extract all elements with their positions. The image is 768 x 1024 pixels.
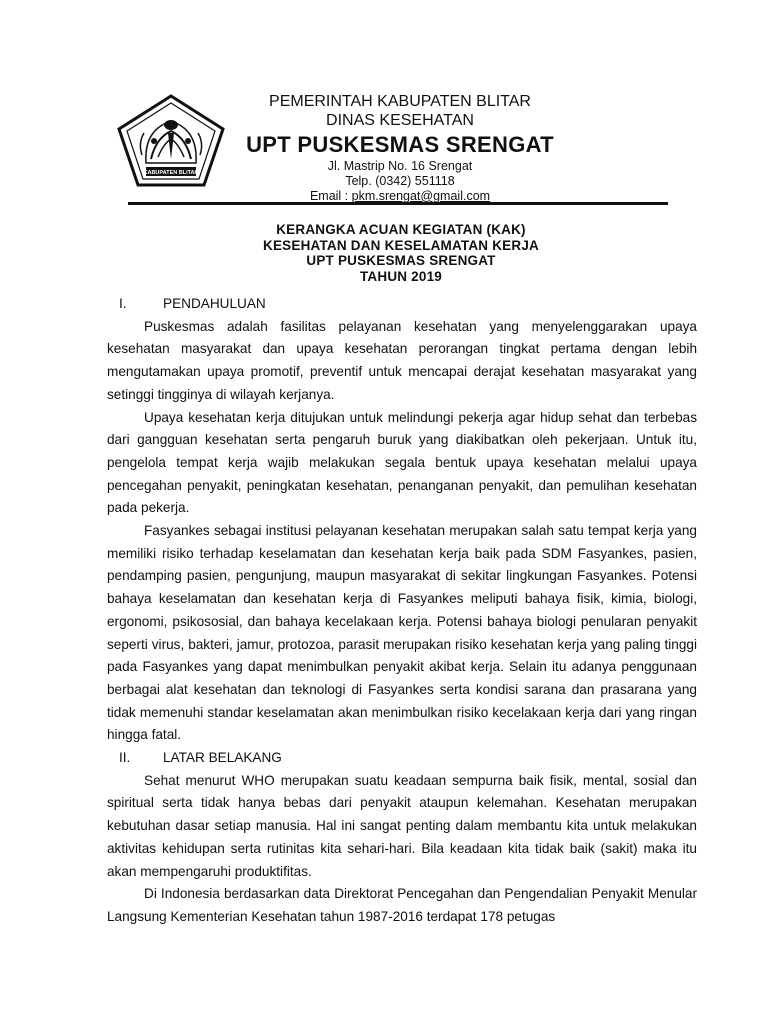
section-title: PENDAHULUAN	[163, 296, 266, 311]
paragraph: Puskesmas adalah fasilitas pelayanan kesehatan yang menyelenggarakan upaya kesehatan masyarakat dan upaya kesehatan perorangan tingkat pertama dengan lebih mengutamakan upaya promotif, preventif untuk mencapai derajat kesehatan masyarakat yang setinggi tingginya di wilayah kerjanya.	[107, 318, 697, 402]
puskesmas-name: UPT PUSKESMAS SRENGAT	[246, 132, 554, 158]
section-heading-pendahuluan	[107, 293, 697, 316]
section-heading-latar-belakang	[107, 747, 697, 770]
section-number: I.	[119, 296, 127, 311]
phone: Telp. (0342) 551118	[345, 173, 455, 188]
letterhead	[0, 0, 768, 210]
paragraph: Fasyankes sebagai institusi pelayanan kesehatan merupakan salah satu tempat kerja yang memiliki risiko terhadap keselamatan dan kesehatan kerja baik pada SDM Fasyankes, pasien, pendamping pasien, pengunjung, maupun masyarakat di sekitar lingkungan Fasyankes. Potensi bahaya keselamatan dan kesehatan kerja di Fasyankes meliputi bahaya fisik, kimia, biologi, ergonomi, psikososial, dan bahaya kecelakaan kerja. Potensi bahaya biologi penularan penyakit seperti virus, bakteri, jamur, protozoa, parasit merupakan risiko kesehatan kerja yang paling tinggi pada Fasyankes yang dapat menimbulkan penyakit akibat kerja. Selain itu adanya penggunaan berbagai alat kesehatan dan teknologi di Fasyankes serta kondisi sarana dan prasarana yang tidak memenuhi standar keselamatan akan menimbulkan risiko kecelakaan kerja dari yang ringan hingga fatal.	[107, 523, 697, 743]
section-number: II.	[119, 750, 131, 766]
address: Jl. Mastrip No. 16 Srengat	[327, 158, 473, 173]
paragraph: Di Indonesia berdasarkan data Direktorat Pencegahan dan Pengendalian Penyakit Menular Langsung Kementerian Kesehatan tahun 1987-2016 terdapat 178 petugas	[107, 886, 697, 924]
title-line-3: UPT PUSKESMAS SRENGAT	[306, 253, 496, 268]
document-body	[107, 293, 697, 929]
paragraph: Sehat menurut WHO merupakan suatu keadaan sempurna baik fisik, mental, sosial dan spiritual serta tidak hanya bebas dari penyakit ataupun kelemahan. Kesehatan merupakan kebutuhan dasar setiap manusia. Hal ini sangat penting dalam membantu kita untuk melakukan aktivitas kehidupan serta rutinitas kita sehari-hari. Bila keadaan kita tidak baik (sakit) maka itu akan mempengaruhi produktifitas.	[107, 772, 697, 879]
government-name: PEMERINTAH KABUPATEN BLITAR	[269, 93, 531, 110]
title-line-4: TAHUN 2019	[359, 268, 443, 284]
email-label: Email :	[309, 188, 349, 203]
title-line-1: KERANGKA ACUAN KEGIATAN (KAK)	[276, 222, 526, 237]
section-title: LATAR BELAKANG	[163, 750, 282, 766]
svg-text:KABUPATEN BLITAR: KABUPATEN BLITAR	[143, 170, 199, 176]
department-name: DINAS KESEHATAN	[326, 112, 474, 130]
organization-block	[230, 92, 570, 204]
title-line-2: KESEHATAN DAN KESELAMATAN KERJA	[263, 237, 539, 253]
kabupaten-blitar-logo	[116, 93, 226, 188]
seal-emblem-icon	[116, 93, 226, 188]
document-title	[0, 222, 768, 284]
email-link[interactable]: pkm.srengat@gmail.com	[351, 188, 491, 203]
paragraph: Upaya kesehatan kerja ditujukan untuk melindungi pekerja agar hidup sehat dan terbebas dari gangguan kesehatan serta pengaruh buruk yang diakibatkan oleh pekerjaan. Untuk itu, pengelola tempat kerja wajib melakukan segala bentuk upaya kesehatan melalui upaya pencegahan penyakit, peningkatan kesehatan, penanganan penyakit, dan pemulihan kesehatan pada pekerja.	[107, 409, 697, 516]
letterhead-divider	[128, 202, 668, 205]
